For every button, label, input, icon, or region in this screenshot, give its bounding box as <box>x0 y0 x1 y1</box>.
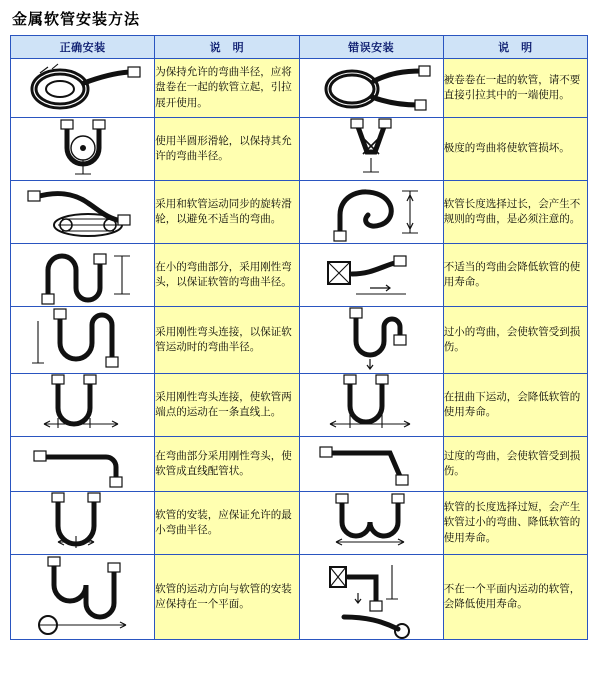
rigid-elbow-straight-line-correct-icon <box>11 374 154 436</box>
half-round-pulley-correct-icon <box>11 118 154 180</box>
correct-illustration-cell <box>11 307 155 374</box>
wrong-description-cell: 不在一个平面内运动的软管，会降低使用寿命。 <box>443 555 587 640</box>
wrong-illustration-cell <box>299 555 443 640</box>
table-row <box>11 437 588 492</box>
rigid-elbow-motion-correct-icon <box>11 307 154 373</box>
torsion-motion-wrong-icon <box>300 374 443 436</box>
correct-description-cell: 在小的弯曲部分，采用刚性弯头，以保证软管的弯曲半径。 <box>155 244 299 307</box>
straight-pipe-with-elbow-correct-icon <box>11 437 154 491</box>
wrong-description-cell: 不适当的弯曲会降低软管的使用寿命。 <box>443 244 587 307</box>
column-header-correct-description: 说 明 <box>155 36 299 59</box>
coiled-hose-correct-icon <box>11 59 154 117</box>
table-header <box>11 36 588 59</box>
correct-description-cell: 采用刚性弯头连接，使软管两端点的运动在一条直线上。 <box>155 374 299 437</box>
wrong-description-cell: 过度的弯曲，会使软管受到损伤。 <box>443 437 587 492</box>
correct-description-cell: 软管的安装，应保证允许的最小弯曲半径。 <box>155 492 299 555</box>
sync-rotating-pulley-correct-icon <box>11 181 154 243</box>
wrong-illustration-cell <box>299 59 443 118</box>
wrong-description-cell: 软管的长度选择过短，会产生软管过小的弯曲、降低软管的使用寿命。 <box>443 492 587 555</box>
wrong-description-cell: 被卷卷在一起的软管，请不要直接引拉其中的一端使用。 <box>443 59 587 118</box>
wrong-illustration-cell <box>299 118 443 181</box>
page-title: 金属软管安装方法 <box>12 10 141 28</box>
correct-illustration-cell <box>11 118 155 181</box>
correct-illustration-cell <box>11 555 155 640</box>
correct-illustration-cell <box>11 244 155 307</box>
wrong-illustration-cell <box>299 307 443 374</box>
excessive-bend-wrong-icon <box>300 437 443 491</box>
rigid-bend-small-radius-correct-icon <box>11 244 154 306</box>
table-body <box>11 59 588 640</box>
wrong-description-cell: 软管长度选择过长，会产生不规则的弯曲，是必须注意的。 <box>443 181 587 244</box>
table-row <box>11 492 588 555</box>
wrong-description-cell: 过小的弯曲，会使软管受到损伤。 <box>443 307 587 374</box>
table-row <box>11 181 588 244</box>
out-of-plane-motion-wrong-icon <box>300 555 443 639</box>
table-row <box>11 244 588 307</box>
table-row <box>11 555 588 640</box>
wrong-illustration-cell <box>299 181 443 244</box>
table-header-row <box>11 36 588 59</box>
improper-bend-wrong-icon <box>300 244 443 306</box>
correct-illustration-cell <box>11 437 155 492</box>
correct-illustration-cell <box>11 59 155 118</box>
correct-description-cell: 使用半圆形滑轮，以保持其允许的弯曲半径。 <box>155 118 299 181</box>
too-small-bend-wrong-icon <box>300 307 443 373</box>
wrong-illustration-cell <box>299 244 443 307</box>
correct-description-cell: 软管的运动方向与软管的安装应保持在一个平面。 <box>155 555 299 640</box>
table-row <box>11 374 588 437</box>
wrong-description-cell: 极度的弯曲将使软管损坏。 <box>443 118 587 181</box>
wrong-description-cell: 在扭曲下运动，会降低软管的使用寿命。 <box>443 374 587 437</box>
correct-illustration-cell <box>11 492 155 555</box>
correct-illustration-cell <box>11 374 155 437</box>
wrong-illustration-cell <box>299 437 443 492</box>
sharp-bend-wrong-icon <box>300 118 443 180</box>
correct-description-cell: 采用刚性弯头连接，以保证软管运动时的弯曲半径。 <box>155 307 299 374</box>
installation-methods-table <box>10 35 588 640</box>
correct-illustration-cell <box>11 181 155 244</box>
table-row <box>11 118 588 181</box>
table-row <box>11 307 588 374</box>
wrong-illustration-cell <box>299 374 443 437</box>
same-plane-motion-correct-icon <box>11 555 154 639</box>
too-long-hose-wrong-icon <box>300 492 443 554</box>
min-bend-radius-install-correct-icon <box>11 492 154 554</box>
correct-description-cell: 为保持允许的弯曲半径，应将盘卷在一起的软管立起，引拉展开使用。 <box>155 59 299 118</box>
table-row <box>11 59 588 118</box>
coiled-hose-wrong-icon <box>300 59 443 117</box>
correct-description-cell: 采用和软管运动同步的旋转滑轮，以避免不适当的弯曲。 <box>155 181 299 244</box>
wrong-illustration-cell <box>299 492 443 555</box>
column-header-wrong-install: 错误安装 <box>299 36 443 59</box>
column-header-correct-install: 正确安装 <box>11 36 155 59</box>
over-length-hose-wrong-icon <box>300 181 443 243</box>
column-header-wrong-description: 说 明 <box>443 36 587 59</box>
correct-description-cell: 在弯曲部分采用刚性弯头，使软管成直线配管状。 <box>155 437 299 492</box>
